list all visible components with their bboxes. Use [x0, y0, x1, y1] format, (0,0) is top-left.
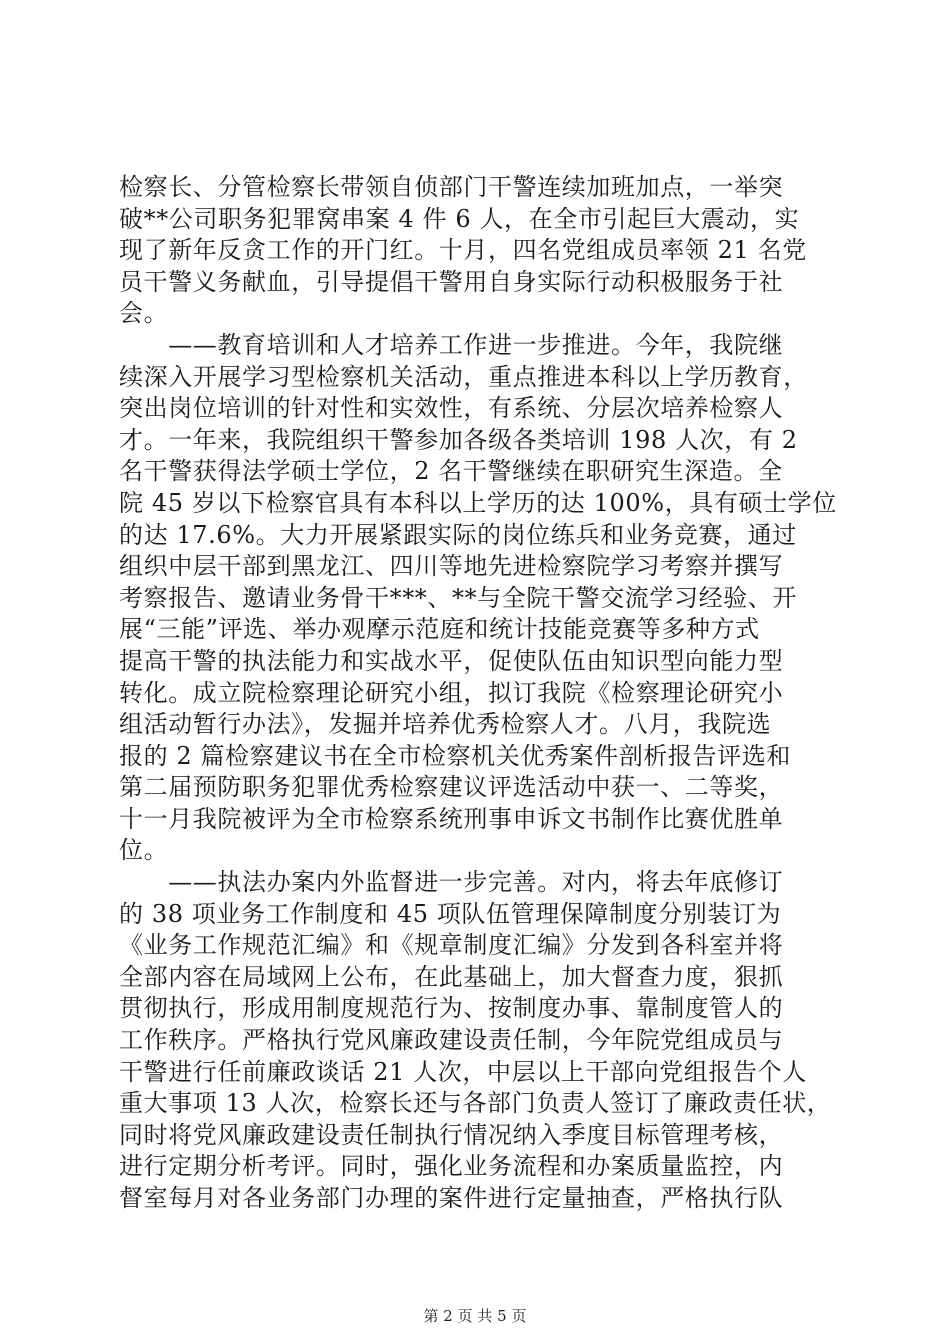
text-line: 突出岗位培训的针对性和实效性，有系统、分层次培养检察人 [119, 394, 784, 423]
text-line: 才。一年来，我院组织干警参加各级各类培训 198 人次，有 2 [119, 425, 798, 454]
text-line: 第二届预防职务犯罪优秀检察建议评选活动中获一、二等奖， [119, 773, 784, 802]
text-line: 重大事项 13 人次，检察长还与各部门负责人签订了廉政责任状， [119, 1089, 832, 1118]
text-line: 的 38 项业务工作制度和 45 项队伍管理保障制度分别装订为 [119, 899, 782, 928]
text-line: 十一月我院被评为全市检察系统刑事申诉文书制作比赛优胜单 [119, 804, 784, 833]
text-line: ——教育培训和人才培养工作进一步推进。今年，我院继 [119, 330, 784, 359]
text-line: 进行定期分析考评。同时，强化业务流程和办案质量监控，内 [119, 1152, 784, 1181]
body-text [119, 172, 837, 1215]
text-line: 全部内容在局域网上公布，在此基础上，加大督查力度，狠抓 [119, 962, 784, 991]
text-line: 位。 [119, 836, 169, 865]
text-line: 组织中层干部到黑龙江、四川等地先进检察院学习考察并撰写 [119, 552, 784, 581]
text-line: 检察长、分管检察长带领自侦部门干警连续加班加点，一举突 [119, 173, 784, 201]
text-line: 转化。成立院检察理论研究小组，拟订我院《检察理论研究小 [119, 678, 784, 707]
text-line: 现了新年反贪工作的开门红。十月，四名党组成员率领 21 名党 [119, 236, 807, 265]
text-line: 工作秩序。严格执行党风廉政建设责任制，今年院党组成员与 [119, 1026, 784, 1055]
text-line: 同时将党风廉政建设责任制执行情况纳入季度目标管理考核， [119, 1120, 784, 1149]
page-indicator: 第 2 页 共 5 页 [423, 1307, 527, 1325]
text-line: ——执法办案内外监督进一步完善。对内，将去年底修订 [119, 868, 784, 897]
text-line: 破**公司职务犯罪窝串案 4 件 6 人，在全市引起巨大震动，实 [119, 204, 800, 233]
text-line: 的达 17.6%。大力开展紧跟实际的岗位练兵和业务竞赛，通过 [119, 520, 797, 549]
page-footer [0, 1306, 950, 1326]
text-line: 督室每月对各业务部门办理的案件进行定量抽查，严格执行队 [119, 1184, 784, 1212]
text-line: 展“三能”评选、举办观摩示范庭和统计技能竞赛等多种方式 [119, 615, 760, 644]
text-line: 提高干警的执法能力和实战水平，促使队伍由知识型向能力型 [119, 646, 784, 675]
text-line: 考察报告、邀请业务骨干***、**与全院干警交流学习经验、开 [119, 583, 797, 612]
text-line: 干警进行任前廉政谈话 21 人次，中层以上干部向党组报告个人 [119, 1057, 807, 1086]
text-line: 名干警获得法学硕士学位，2 名干警继续在职研究生深造。全 [119, 457, 783, 486]
text-line: 贯彻执行，形成用制度规范行为、按制度办事、靠制度管人的 [119, 994, 784, 1023]
text-line: 组活动暂行办法》，发掘并培养优秀检察人才。八月，我院选 [119, 710, 772, 739]
text-line: 报的 2 篇检察建议书在全市检察机关优秀案件剖析报告评选和 [119, 741, 791, 770]
text-line: 续深入开展学习型检察机关活动，重点推进本科以上学历教育， [119, 362, 808, 391]
text-line: 院 45 岁以下检察官具有本科以上学历的达 100%，具有硕士学位 [119, 488, 837, 517]
text-line: 会。 [119, 299, 169, 328]
text-line: 《业务工作规范汇编》和《规章制度汇编》分发到各科室并将 [119, 931, 784, 960]
text-line: 员干警义务献血，引导提倡干警用自身实际行动积极服务于社 [119, 267, 784, 296]
